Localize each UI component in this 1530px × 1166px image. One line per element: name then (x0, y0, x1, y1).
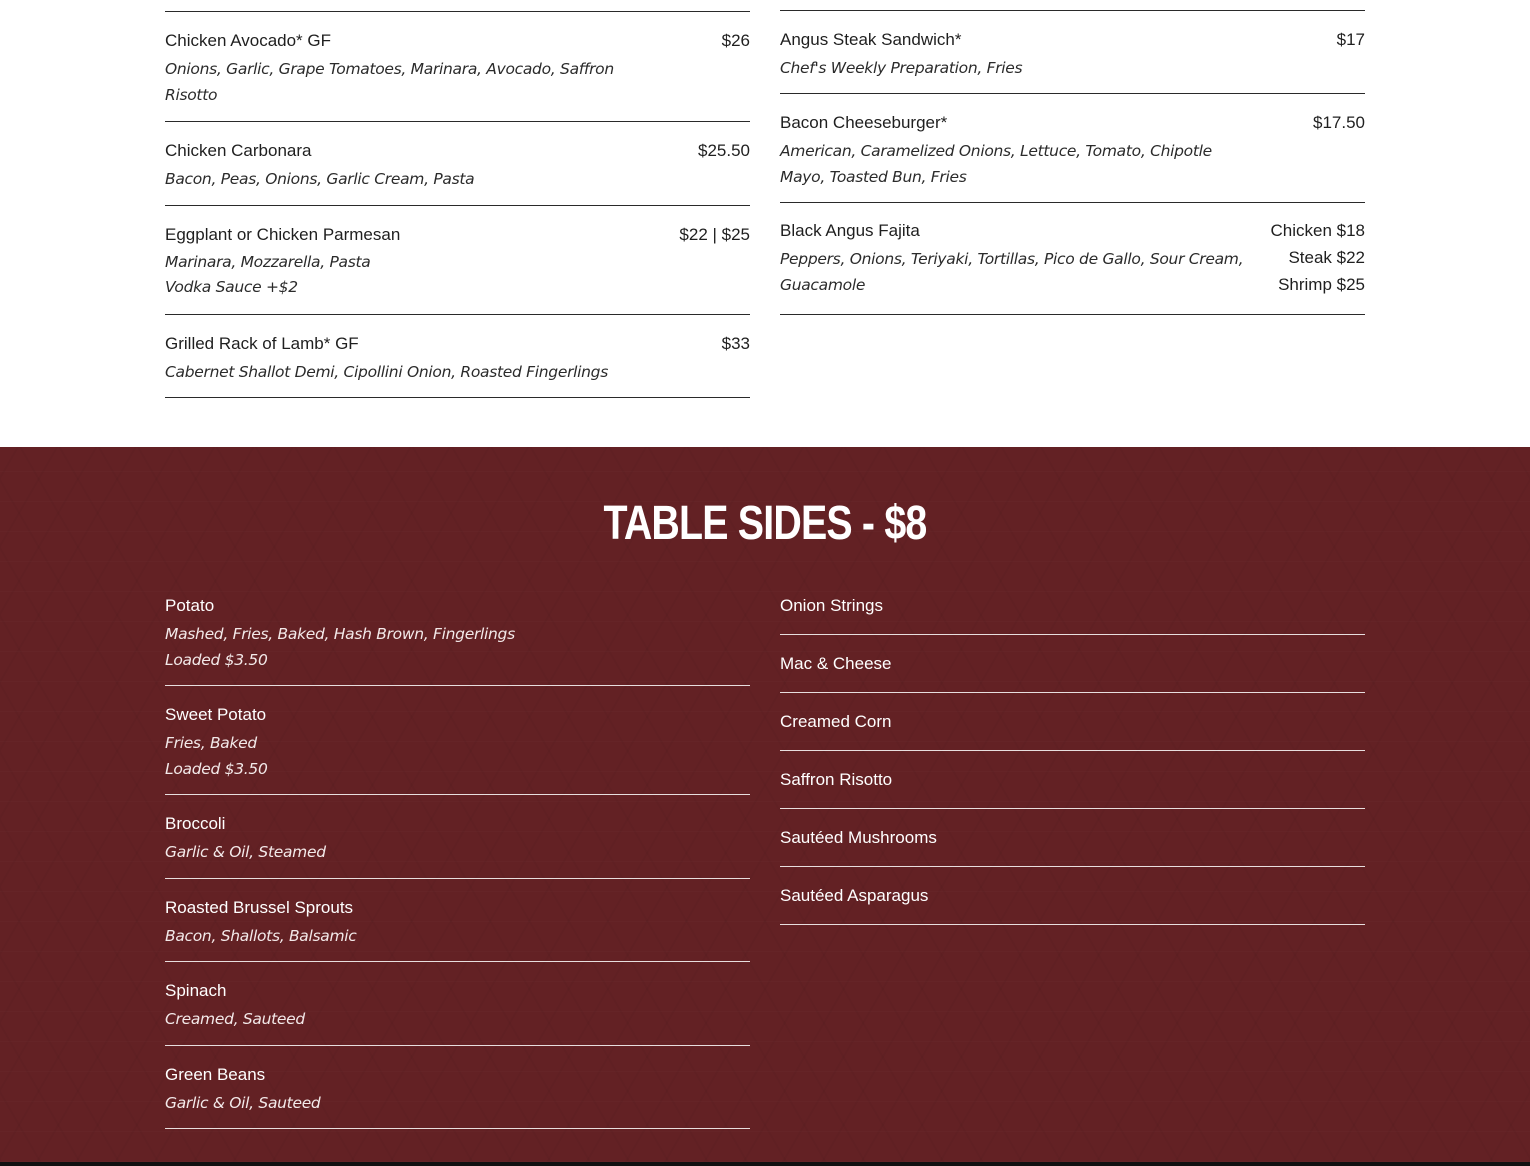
footer-edge (0, 1162, 1530, 1166)
entrees-section (0, 0, 1530, 447)
side-name: Broccoli (165, 814, 226, 833)
side-item-broccoli (165, 795, 750, 879)
side-name: Sautéed Asparagus (780, 886, 929, 905)
description-line: Loaded $3.50 (165, 760, 268, 778)
side-name: Sautéed Mushrooms (780, 828, 937, 847)
item-description (165, 166, 615, 192)
item-price: $17.50 (1313, 113, 1365, 132)
item-name: Chicken Carbonara (165, 141, 312, 160)
side-name: Saffron Risotto (780, 770, 893, 789)
item-name: Bacon Cheeseburger* (780, 113, 948, 132)
menu-item-grilled-rack-of-lamb (165, 315, 750, 398)
item-price: $25.50 (698, 141, 750, 160)
description-line: Peppers, Onions, Teriyaki, Tortillas, Pico de Gallo, Sour Cream, (780, 250, 1244, 268)
side-item-spinach (165, 962, 750, 1046)
item-description (165, 250, 615, 300)
item-description (780, 55, 1230, 81)
section-title: TABLE SIDES - $8 (603, 497, 927, 550)
side-name: Roasted Brussel Sprouts (165, 898, 354, 917)
item-description (780, 246, 1243, 298)
price-option-steak: Steak $22 (1288, 248, 1365, 267)
description-line: Vodka Sauce +$2 (165, 278, 298, 296)
description-line: Garlic & Oil, Steamed (165, 843, 326, 861)
description-line: Bacon, Shallots, Balsamic (165, 927, 357, 945)
description-line: Mashed, Fries, Baked, Hash Brown, Fingerlings (165, 625, 515, 643)
side-name: Potato (165, 596, 215, 615)
menu-item-angus-steak-sandwich (780, 11, 1365, 94)
side-description (165, 1006, 750, 1032)
menu-item-chicken-avocado (165, 12, 750, 122)
entrees-right-column (780, 10, 1365, 315)
side-item-roasted-brussel-sprouts (165, 879, 750, 962)
side-item-sweet-potato (165, 686, 750, 795)
sides-right-column (780, 583, 1365, 925)
side-description (165, 730, 750, 782)
side-name: Green Beans (165, 1065, 266, 1084)
description-line: Guacamole (780, 276, 866, 294)
description-line: Risotto (165, 86, 218, 104)
side-name: Sweet Potato (165, 705, 267, 724)
item-name: Chicken Avocado* GF (165, 31, 331, 50)
description-line: Bacon, Peas, Onions, Garlic Cream, Pasta (165, 170, 475, 188)
side-item-sauteed-mushrooms (780, 809, 1365, 867)
description-line: Mayo, Toasted Bun, Fries (780, 168, 967, 186)
side-item-creamed-corn (780, 693, 1365, 751)
price-option-chicken: Chicken $18 (1270, 221, 1365, 240)
side-item-potato (165, 583, 750, 686)
item-price: $26 (721, 31, 750, 50)
item-name: Grilled Rack of Lamb* GF (165, 334, 359, 353)
side-item-sauteed-asparagus (780, 867, 1365, 925)
side-description (165, 1090, 750, 1116)
description-line: Onions, Garlic, Grape Tomatoes, Marinara, Avocado, Saffron (165, 60, 614, 78)
side-description (165, 923, 750, 949)
table-sides-section (0, 447, 1530, 1162)
item-description (165, 359, 750, 385)
item-price: $22 | $25 (679, 225, 750, 244)
description-line: Fries, Baked (165, 734, 257, 752)
description-line: American, Caramelized Onions, Lettuce, Tomato, Chipotle (780, 142, 1212, 160)
side-name: Onion Strings (780, 596, 883, 615)
item-name: Angus Steak Sandwich* (780, 30, 962, 49)
item-description (780, 138, 1230, 190)
menu-item-eggplant-chicken-parmesan (165, 206, 750, 315)
description-line: Marinara, Mozzarella, Pasta (165, 253, 371, 271)
sides-left-column (165, 583, 750, 1129)
side-name: Creamed Corn (780, 712, 892, 731)
side-name: Mac & Cheese (780, 654, 892, 673)
description-line: Garlic & Oil, Sauteed (165, 1094, 321, 1112)
item-description (165, 56, 615, 108)
side-name: Spinach (165, 981, 227, 1000)
description-line: Chef's Weekly Preparation, Fries (780, 59, 1023, 77)
item-name: Black Angus Fajita (780, 221, 920, 240)
description-line: Loaded $3.50 (165, 651, 268, 669)
side-item-onion-strings (780, 583, 1365, 635)
menu-item-chicken-carbonara (165, 122, 750, 206)
side-description (165, 839, 750, 865)
side-item-saffron-risotto (780, 751, 1365, 809)
side-item-green-beans (165, 1046, 750, 1129)
entrees-left-column (165, 11, 750, 398)
price-option-shrimp: Shrimp $25 (1278, 275, 1365, 294)
description-line: Creamed, Sauteed (165, 1010, 305, 1028)
side-description (165, 621, 750, 673)
item-price: $17 (1336, 30, 1365, 49)
item-price-options (1270, 217, 1365, 298)
menu-item-black-angus-fajita (780, 203, 1365, 315)
side-item-mac-and-cheese (780, 635, 1365, 693)
item-name: Eggplant or Chicken Parmesan (165, 225, 401, 244)
menu-item-bacon-cheeseburger (780, 94, 1365, 203)
description-line: Cabernet Shallot Demi, Cipollini Onion, Roasted Fingerlings (165, 363, 608, 381)
item-price: $33 (721, 334, 750, 353)
